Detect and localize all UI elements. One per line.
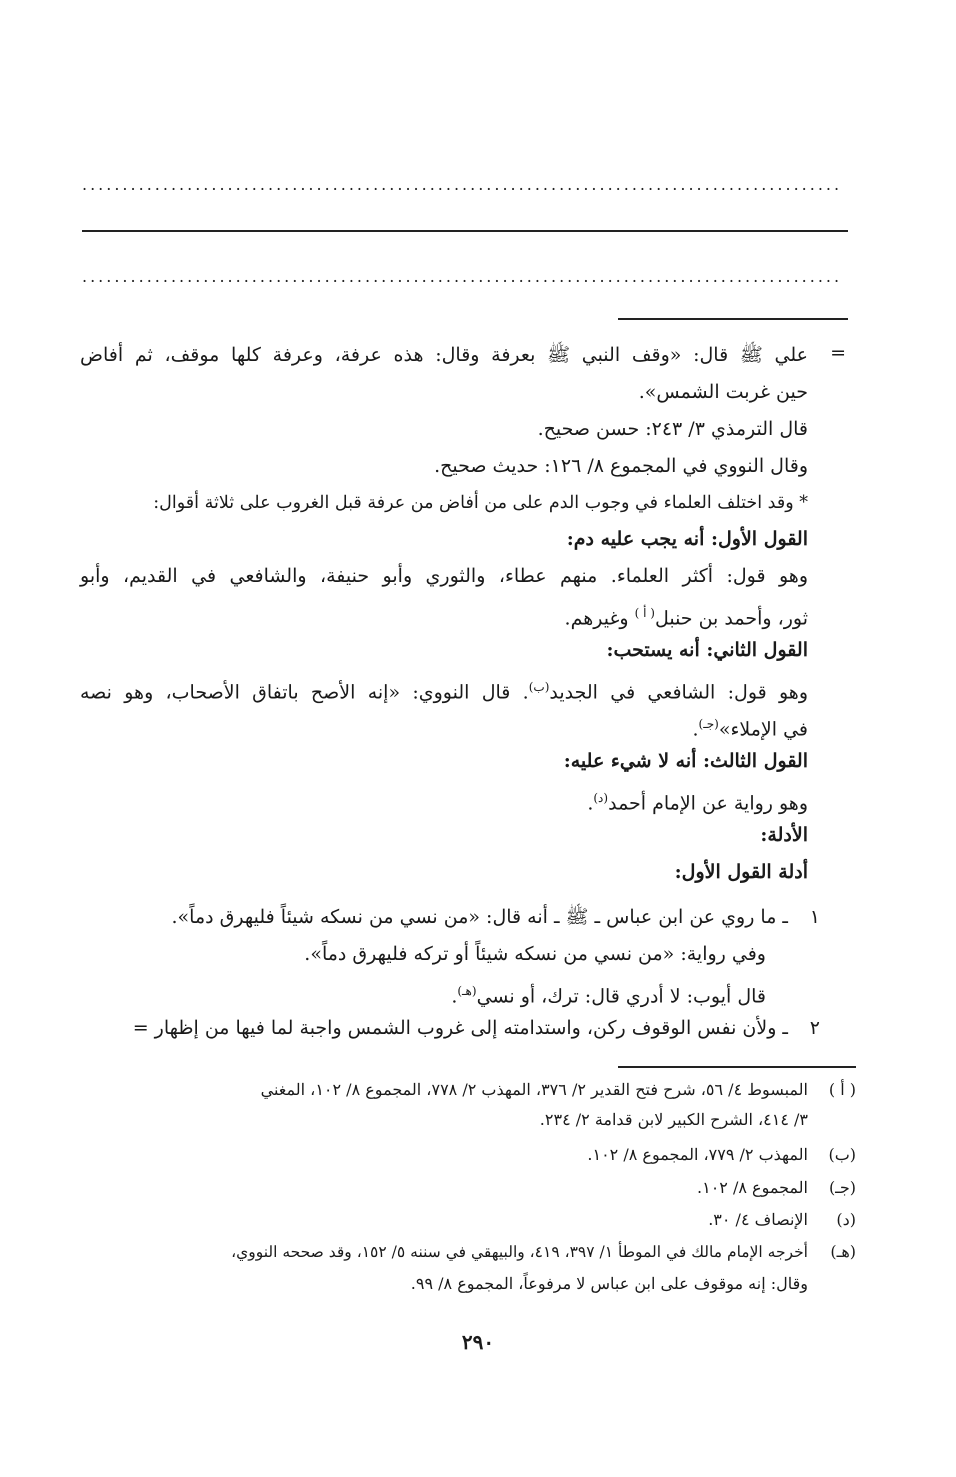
body-line-1: علي ﷺ قال: «وقف النبي ﷺ بعرفة وقال: هذه عرفة، وعرفة كلها موقف، ثم أفاض [80,344,808,366]
heading-evidence: الأدلة: [760,824,808,846]
footnote-label-a: ( أ ) [828,1080,856,1099]
footnote-label-b: (ب) [828,1145,856,1164]
footnote-c-line-1: المجموع ٨/ ١٠٢. [697,1178,808,1197]
dotted-separator-bottom [82,272,840,282]
body-line-8: وهو قول: الشافعي في الجديد$^{(ب)}$. قال النووي: «إنه الأصح باتفاق الأصحاب، وهو نصه [80,680,809,704]
footnote-ref-e: (هـ) [457,984,477,998]
continuation-marker: = [830,342,846,364]
footnote-label-d: (د) [836,1210,856,1229]
heading-third-opinion: القول الثالث: أنه لا شيء عليه: [563,750,808,772]
heading-first-opinion-evidence: أدلة القول الأول: [674,861,808,883]
footnote-ref-b: (ب) [528,680,550,694]
body-line-10: وهو رواية عن الإمام أحمد$^{(د)}$. [587,791,808,815]
footnote-label-c: (جـ) [828,1178,856,1197]
body-line-12: وفي رواية: «من نسي من نسكه شيئاً أو تركه فليهرق دماً». [304,943,766,965]
footnote-d-line-1: الإنصاف ٤/ ٣٠. [708,1210,808,1229]
body-line-3: قال الترمذي ٣/ ٢٤٣: حسن صحيح. [537,418,808,440]
footnote-e-line-2: وقال: إنه موقوف على ابن عباس لا مرفوعاً، المجموع ٨/ ٩٩. [410,1274,808,1293]
heading-first-opinion: القول الأول: أنه يجب عليه دم: [566,528,808,550]
footnote-ref-d: (د) [593,791,609,805]
item-number-1: ١ [809,906,820,928]
page-number: ٢٩٠ [461,1330,495,1354]
heading-second-opinion: القول الثاني: أنه يستحب: [606,639,808,661]
dotted-separator-top [82,180,840,190]
item-number-2: ٢ [809,1017,820,1039]
footnote-b-line-1: المهذب ٢/ ٧٧٩، المجموع ٨/ ١٠٢. [587,1145,808,1164]
body-line-9: في الإملاء»$^{(جـ)}$. [692,717,808,741]
body-line-6: وهو قول: أكثر العلماء. منهم عطاء، والثوري وأبو حنيفة، والشافعي في القديم، وأبو [80,565,808,587]
short-rule [618,318,848,320]
footnote-ref-c: (جـ) [698,717,719,731]
body-line-5: * وقد اختلف العلماء في وجوب الدم على من أفاض من عرفة قبل الغروب على ثلاثة أقوال: [153,493,808,513]
body-line-13: قال أيوب: لا أدري قال: ترك، أو نسي$^{(هـ)}$. [451,984,766,1008]
footnote-e-line-1: أخرجه الإمام مالك في الموطأ ١/ ٣٩٧، ٤١٩، والبيهقي في سننه ٥/ ١٥٢، وقد صححه النووي، [231,1243,808,1261]
body-line-11: ـ ما روي عن ابن عباس ـ ﷺ ـ أنه قال: «من نسي من نسكه شيئاً فليهرق دماً». [171,906,788,928]
body-line-7: ثور، وأحمد بن حنبل$^{( أ )}$ وغيرهم. [564,606,808,630]
footnote-a-line-2: ٣/ ٤١٤، الشرح الكبير لابن قدامة ٢/ ٢٣٤. [539,1110,808,1129]
solid-separator [82,230,848,232]
body-line-4: وقال النووي في المجموع ٨/ ١٢٦: حديث صحيح. [434,455,808,477]
body-line-14: ـ ولأن نفس الوقوف ركن، واستدامته إلى غروب الشمس واجبة لما فيها من إظهار = [132,1017,788,1039]
footnote-rule [618,1066,856,1068]
footnote-a-line-1: المبسوط ٤/ ٥٦، شرح فتح القدير ٢/ ٣٧٦، المهذب ٢/ ٧٧٨، المجموع ٨/ ١٠٢، المغني [260,1080,808,1099]
body-line-2: حين غربت الشمس». [638,381,808,403]
footnote-ref-a: ( أ ) [634,606,655,620]
footnote-label-e: (هـ) [830,1242,856,1261]
